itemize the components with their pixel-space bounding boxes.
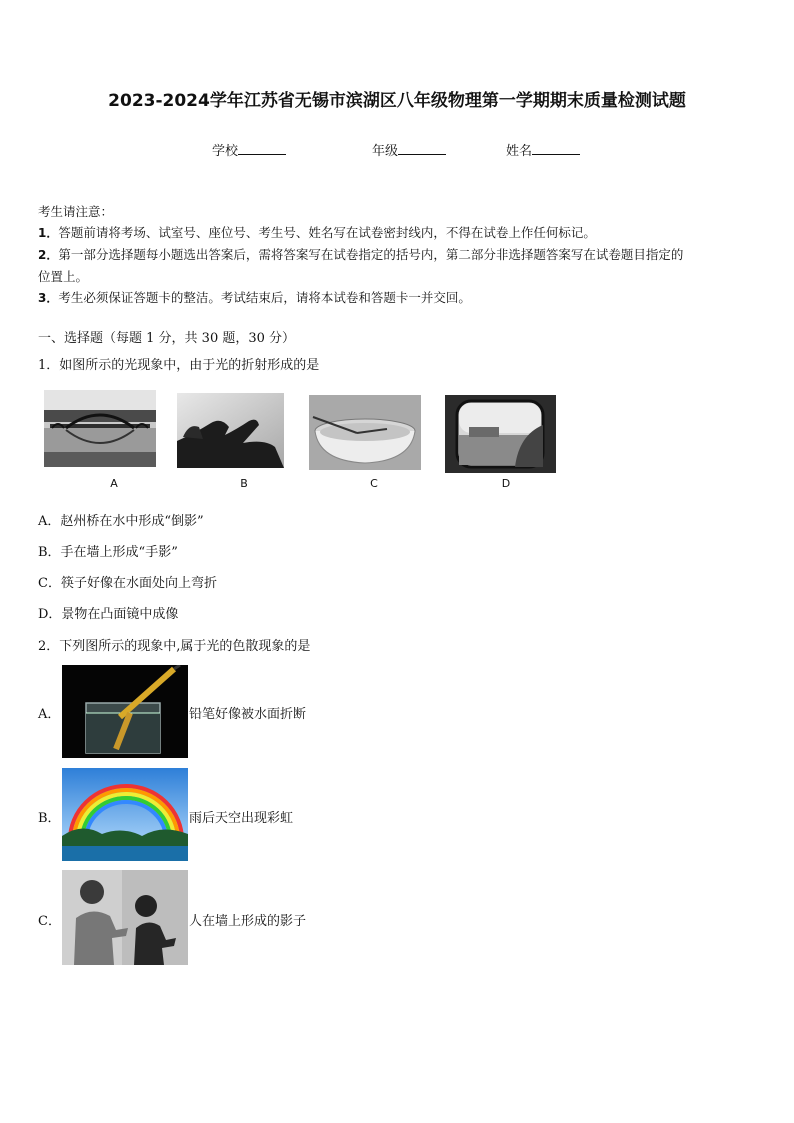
notice-block [38,201,763,309]
q1-label-b: B [240,477,248,490]
pencil-in-water-image [62,665,188,758]
notice-item-1: 1．答题前请将考场、试室号、座位号、考生号、姓名写在试卷密封线内，不得在试卷上作任何标记。 [38,225,596,240]
notice-item-2: 2．第一部分选择题每小题选出答案后，需将答案写在试卷指定的括号内，第二部分非选择题答案写在试卷题目指定的 [38,247,684,262]
q1-option-a: A．赵州桥在水中形成“倒影” [38,514,204,529]
q2-option-b-letter: B． [38,811,61,826]
rainbow-image [62,768,188,861]
q1-option-d: D．景物在凸面镜中成像 [38,607,179,622]
q1-label-c: C [370,477,378,490]
q2-option-a-caption: 铅笔好像被水面折断 [189,707,307,722]
q1-option-c: C．筷子好像在水面处向上弯折 [38,576,217,591]
q1-label-d: D [501,477,511,490]
bowl-chopstick-image [309,395,421,470]
school-label: 学校 [212,144,239,159]
grade-blank [398,142,446,155]
q1-stem: 1．如图所示的光现象中，由于光的折射形成的是 [38,358,320,373]
q2-option-c-caption: 人在墙上形成的影子 [189,914,307,929]
name-blank [532,142,580,155]
q1-label-a: A [110,477,118,490]
notice-item-2-cont: 位置上。 [38,269,89,284]
q2-stem: 2．下列图所示的现象中,属于光的色散现象的是 [38,639,311,654]
person-shadow-image [62,870,188,965]
notice-heading: 考生请注意： [38,204,114,219]
grade-label: 年级 [372,144,399,159]
convex-mirror-image [445,395,556,473]
grade-field [372,140,446,159]
q2-option-c-letter: C． [38,914,61,929]
bridge-image [44,390,156,467]
q2-option-b-caption: 雨后天空出现彩虹 [189,811,294,826]
notice-item-3: 3．考生必须保证答题卡的整洁。考试结束后，请将本试卷和答题卡一并交回。 [38,290,471,305]
name-label: 姓名 [506,144,533,159]
section-heading: 一、选择题（每题 1 分，共 30 题，30 分） [38,331,296,346]
school-field [212,140,286,159]
school-blank [238,142,286,155]
q2-option-a-letter: A． [38,707,61,722]
page-title: 2023-2024学年江苏省无锡市滨湖区八年级物理第一学期期末质量检测试题 [108,91,686,111]
q1-option-b: B．手在墙上形成“手影” [38,545,178,560]
hand-shadow-image [177,393,284,468]
name-field [506,140,580,159]
